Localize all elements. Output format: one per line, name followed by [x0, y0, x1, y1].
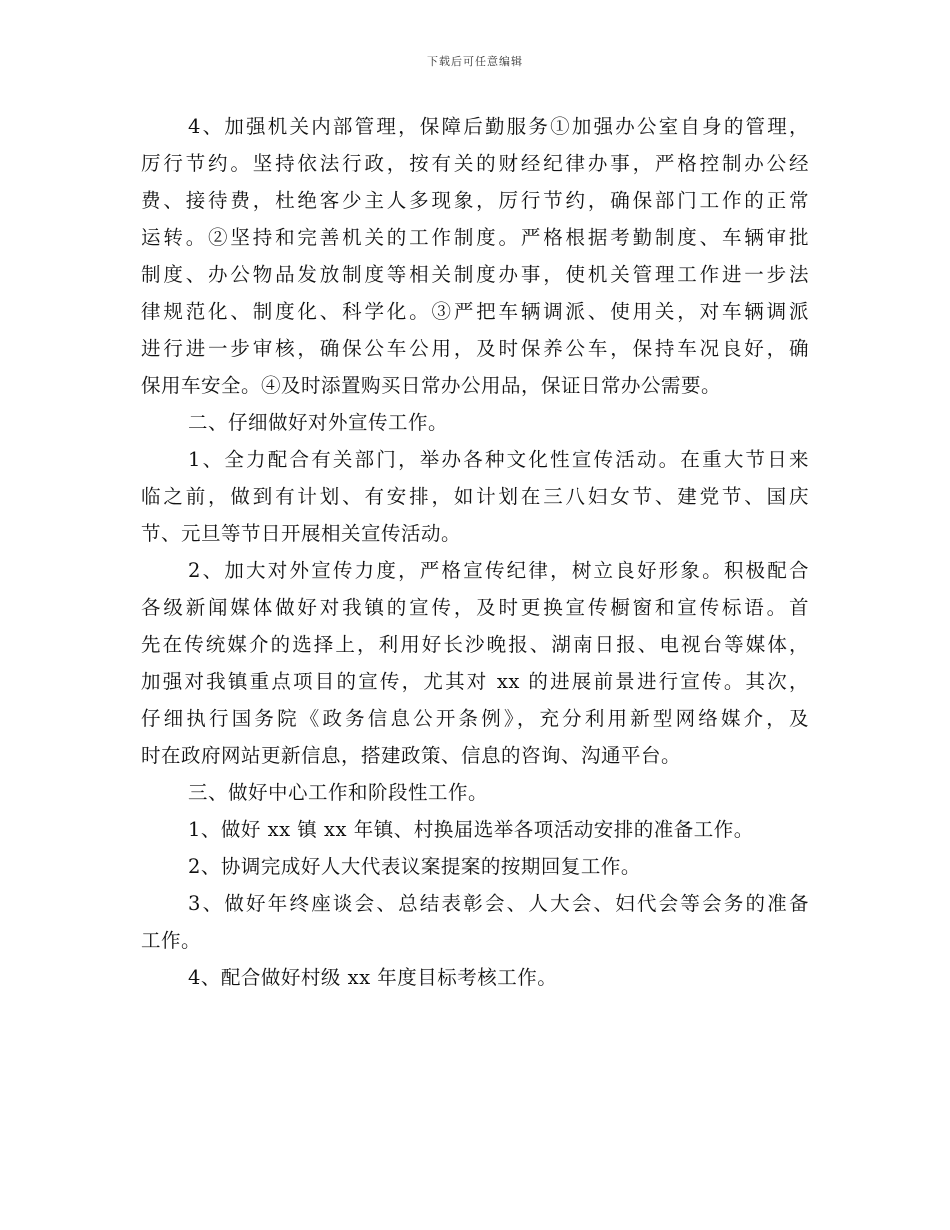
document-body: [141, 108, 809, 996]
text-line: 临之前，做到有计划、有安排，如计划在三八妇女节、建党节、国庆: [141, 485, 809, 508]
text-line: 进行进一步审核，确保公车公用，及时保养公车，保持车况良好，确: [141, 337, 809, 360]
text-line: 4、加强机关内部管理，保障后勤服务①加强办公室自身的管理，: [188, 115, 809, 138]
text-line: 费、接待费，杜绝客少主人多现象，厉行节约，确保部门工作的正常: [141, 189, 809, 212]
text-line: 时在政府网站更新信息，搭建政策、信息的咨询、沟通平台。: [141, 744, 682, 767]
text-line: 加强对我镇重点项目的宣传，尤其对 xx 的进展前景进行宣传。其次，: [141, 670, 809, 693]
text-line: 二、仔细做好对外宣传工作。: [188, 411, 449, 434]
text-line: 节、元旦等节日开展相关宣传活动。: [141, 522, 462, 545]
text-line: 运转。②坚持和完善机关的工作制度。严格根据考勤制度、车辆审批: [141, 226, 809, 249]
text-line: 4、配合做好村级 xx 年度目标考核工作。: [188, 966, 558, 989]
text-line: 仔细执行国务院《政务信息公开条例》，充分利用新型网络媒介，及: [141, 707, 809, 730]
text-line: 工作。: [141, 929, 202, 952]
text-line: 保用车安全。④及时添置购买日常办公用品，保证日常办公需要。: [141, 374, 722, 397]
text-line: 制度、办公物品发放制度等相关制度办事，使机关管理工作进一步法: [141, 263, 809, 286]
text-line: 三、做好中心工作和阶段性工作。: [188, 781, 489, 804]
page-header: 下载后可任意编辑: [427, 55, 523, 68]
text-line: 律规范化、制度化、科学化。③严把车辆调派、使用关，对车辆调派: [141, 300, 809, 323]
text-line: 厉行节约。坚持依法行政，按有关的财经纪律办事，严格控制办公经: [141, 152, 809, 175]
text-line: 先在传统媒介的选择上，利用好长沙晚报、湖南日报、电视台等媒体，: [141, 633, 809, 656]
text-line: 2、协调完成好人大代表议案提案的按期回复工作。: [188, 855, 641, 878]
text-line: 1、全力配合有关部门，举办各种文化性宣传活动。在重大节日来: [188, 448, 809, 471]
text-line: 1、做好 xx 镇 xx 年镇、村换届选举各项活动安排的准备工作。: [188, 818, 754, 841]
text-line: 3、做好年终座谈会、总结表彰会、人大会、妇代会等会务的准备: [188, 892, 809, 915]
text-line: 各级新闻媒体做好对我镇的宣传，及时更换宣传橱窗和宣传标语。首: [141, 596, 809, 619]
text-line: 2、加大对外宣传力度，严格宣传纪律，树立良好形象。积极配合: [188, 559, 809, 582]
